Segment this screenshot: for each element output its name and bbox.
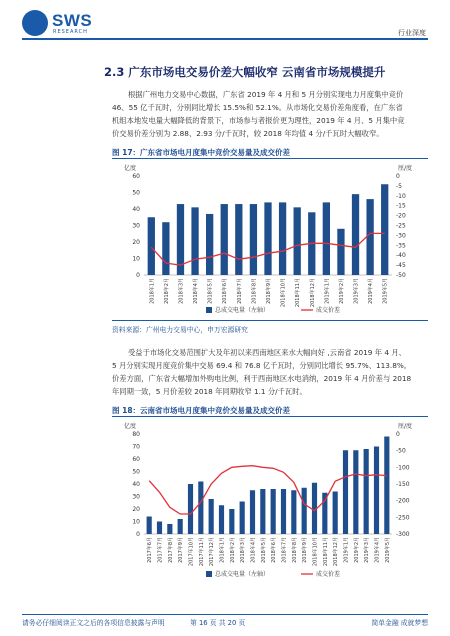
y2-tick-label: -40: [396, 252, 406, 260]
y2-tick-label: -30: [396, 232, 406, 240]
logo-subtext: RESEARCH: [53, 29, 88, 35]
bar: [167, 524, 172, 534]
legend-bar-swatch: [206, 307, 212, 313]
x-tick-label: 2018年8月: [291, 537, 298, 563]
bar: [219, 505, 224, 534]
x-tick-label: 2018年1月: [149, 278, 156, 304]
y-tick-label: 80: [132, 431, 140, 438]
series-line: [149, 466, 387, 514]
x-tick-label: 2017年6月: [147, 537, 154, 563]
y2-tick-label: -300: [396, 531, 410, 538]
x-tick-label: 2017年12月: [209, 537, 216, 567]
paragraph-line: 价交易价差分别为 2.88、2.93 分/千瓦时，较 2018 年均值 4 分/千瓦时大幅收窄。: [112, 129, 384, 138]
y2-tick-label: -50: [396, 272, 406, 279]
x-tick-label: 2018年11月: [295, 278, 302, 308]
bar: [384, 437, 389, 535]
x-tick-label: 2019年5月: [382, 278, 389, 304]
x-tick-label: 2018年12月: [333, 537, 340, 567]
x-tick-label: 2018年4月: [193, 278, 200, 304]
bar: [374, 447, 379, 535]
y2-tick-label: -5: [396, 182, 402, 190]
bar: [198, 482, 203, 535]
bar: [294, 207, 301, 275]
y2-tick-label: -10: [396, 192, 406, 200]
bar: [291, 490, 296, 534]
bar: [191, 207, 198, 275]
y-tick-label: 50: [132, 189, 140, 197]
y-tick-label: 20: [132, 239, 140, 246]
y-tick-label: 30: [132, 493, 140, 501]
bar: [322, 493, 327, 534]
y-tick-label: 60: [132, 456, 140, 463]
left-axis-unit: 亿度: [124, 423, 137, 430]
bar: [333, 492, 338, 535]
x-tick-label: 2018年7月: [236, 278, 243, 304]
figure-18-title: 图 18：云南省市场电月度集中竞价交易量及成交价差: [112, 406, 291, 415]
bar: [162, 222, 169, 275]
bar: [353, 450, 358, 534]
figure-18-rule: [112, 416, 428, 417]
paragraph-line: 年同期一致，5 月价差较 2018 年同期收窄 1.1 分/千瓦时。: [112, 387, 307, 396]
bar: [250, 204, 257, 275]
page-number: 第 16 页 共 20 页: [190, 619, 246, 627]
y2-tick-label: -150: [396, 481, 410, 488]
x-tick-label: 2018年4月: [250, 537, 257, 563]
x-tick-label: 2018年6月: [222, 278, 229, 304]
bar: [188, 484, 193, 534]
bar: [178, 519, 183, 534]
x-tick-label: 2017年11月: [198, 537, 205, 567]
section-title: 2.3 广东市场电交易价差大幅收窄 云南省市场规模提升: [104, 65, 386, 79]
bar: [235, 204, 242, 275]
y-tick-label: 40: [132, 206, 140, 213]
bar: [279, 202, 286, 275]
bar: [206, 214, 213, 275]
bar: [250, 490, 255, 534]
x-tick-label: 2019年4月: [374, 537, 381, 563]
paragraph-line: 5 月分别实现月度竞价集中交易 69.4 和 76.8 亿千瓦时，分别同比增长 95.7%、113.8%。: [112, 361, 412, 370]
legend-bar-swatch: [206, 571, 212, 577]
x-tick-label: 2018年6月: [271, 537, 278, 563]
x-tick-label: 2018年9月: [266, 278, 272, 304]
figure-18-chart: [112, 418, 428, 580]
bar: [260, 489, 265, 534]
figure-17-chart: [112, 160, 428, 316]
y2-tick-label: -15: [396, 202, 406, 210]
y2-tick-label: -20: [396, 212, 406, 220]
bar: [157, 522, 162, 535]
x-tick-label: 2017年10月: [188, 537, 195, 567]
x-tick-label: 2019年3月: [353, 278, 360, 304]
y-tick-label: 0: [136, 272, 140, 279]
bar: [264, 202, 271, 275]
y2-tick-label: 0: [396, 173, 400, 180]
footer-divider: [22, 614, 428, 615]
header-divider: [22, 38, 428, 40]
x-tick-label: 2018年5月: [260, 537, 267, 563]
x-tick-label: 2018年7月: [281, 537, 288, 563]
y-tick-label: 40: [132, 481, 140, 488]
x-tick-label: 2018年12月: [309, 278, 316, 308]
legend-line-label: 成交价差: [316, 571, 341, 578]
y2-tick-label: -35: [396, 242, 406, 250]
x-tick-label: 2018年10月: [312, 537, 319, 567]
y-tick-label: 10: [132, 518, 140, 526]
y2-tick-label: -50: [396, 447, 406, 455]
x-tick-label: 2018年1月: [219, 537, 226, 563]
x-tick-label: 2018年2月: [163, 278, 170, 304]
y2-tick-label: -200: [396, 497, 410, 505]
x-tick-label: 2018年2月: [229, 537, 236, 563]
paragraph-line: 46、55 亿千瓦时，分别同比增长 15.5%和 52.1%。从市场化交易价差角度看，在广东省: [112, 103, 403, 112]
bar: [343, 450, 348, 534]
paragraph-line: 机组本地发电量大幅降低的背景下，市场参与者报价更为理性，2019 年 4 月、5 月集中竞: [112, 116, 405, 125]
bar: [148, 217, 155, 275]
logo-text: SWS: [52, 11, 93, 30]
y-tick-label: 10: [132, 255, 140, 263]
x-tick-label: 2017年8月: [167, 537, 174, 563]
bar: [281, 489, 286, 534]
bar: [381, 184, 388, 275]
x-tick-label: 2019年1月: [324, 278, 331, 304]
y2-tick-label: -45: [396, 262, 406, 270]
x-tick-label: 2018年8月: [251, 278, 258, 304]
paragraph-line: 价差方面，广东省大幅增加外购电比例，利于西南地区水电消纳，2019 年 4 月价差与 2018: [112, 374, 412, 383]
bar: [323, 202, 330, 275]
x-tick-label: 2019年4月: [368, 278, 375, 304]
x-tick-label: 2019年2月: [338, 278, 345, 304]
sws-logo-icon: [22, 10, 48, 36]
figure-17-title: 图 17：广东省市场电月度集中竞价交易量及成交价差: [112, 148, 291, 157]
bar: [240, 502, 245, 535]
figure-17-bottom-rule: [112, 320, 428, 321]
figure-17-source: 资料来源：广州电力交易中心，申万宏源研究: [112, 326, 248, 334]
x-tick-label: 2019年1月: [343, 537, 350, 563]
figure-17-rule: [112, 158, 428, 159]
bar: [209, 499, 214, 534]
x-tick-label: 2019年2月: [353, 537, 360, 563]
x-tick-label: 2018年5月: [207, 278, 214, 304]
x-tick-label: 2018年11月: [322, 537, 329, 567]
footer-disclaimer: 请务必仔细阅读正文之后的各项信息披露与声明: [22, 619, 165, 627]
paragraph-line: 根据广州电力交易中心数据，广东省 2019 年 4 月和 5 月分别实现电力月度集中竞价: [128, 90, 404, 99]
y-tick-label: 30: [132, 222, 140, 230]
x-tick-label: 2019年5月: [384, 537, 391, 563]
left-axis-unit: 亿度: [124, 165, 137, 172]
y2-tick-label: -100: [396, 464, 410, 472]
y-tick-label: 20: [132, 506, 140, 513]
bar: [366, 199, 373, 275]
y-tick-label: 70: [132, 443, 140, 451]
bar: [364, 449, 369, 534]
y-tick-label: 0: [136, 531, 140, 538]
y-tick-label: 60: [132, 173, 140, 180]
right-axis-unit: 厘/度: [398, 423, 413, 430]
legend-bar-label: 总成交电量（左轴）: [215, 307, 270, 314]
legend-bar-label: 总成交电量（左轴）: [215, 571, 270, 578]
x-tick-label: 2018年3月: [178, 278, 185, 304]
legend-line-label: 成交价差: [316, 307, 341, 314]
bar: [337, 229, 344, 275]
y-tick-label: 50: [132, 468, 140, 476]
bar: [352, 194, 359, 275]
y2-tick-label: 0: [396, 431, 400, 438]
x-tick-label: 2018年9月: [302, 537, 309, 563]
x-tick-label: 2019年3月: [364, 537, 371, 563]
x-tick-label: 2017年9月: [178, 537, 185, 563]
x-tick-label: 2018年3月: [240, 537, 247, 563]
bar: [221, 204, 228, 275]
y2-tick-label: -25: [396, 222, 406, 230]
report-type-tag: 行业深度: [398, 29, 426, 37]
bar: [147, 517, 152, 535]
right-axis-unit: 厘/度: [398, 165, 413, 172]
y2-tick-label: -250: [396, 514, 410, 522]
x-tick-label: 2018年10月: [280, 278, 287, 308]
bar: [229, 509, 234, 534]
bar: [302, 488, 307, 534]
paragraph-line: 受益于市场化交易范围扩大及年初以来西南地区来水大幅向好 ,云南省 2019 年 4 月、: [128, 348, 406, 357]
footer-slogan: 简单金融 成就梦想: [371, 619, 428, 627]
bar: [271, 489, 276, 534]
x-tick-label: 2017年7月: [157, 537, 164, 563]
